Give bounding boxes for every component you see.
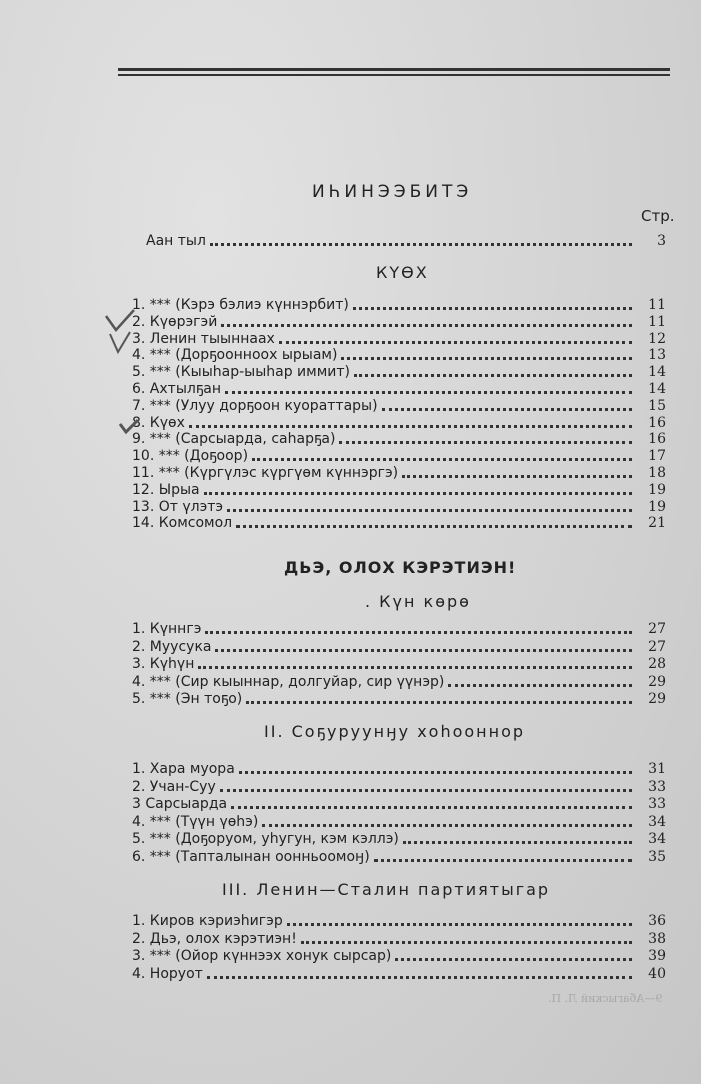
entry-label: 2. Дьэ, олох кэрэтиэн! [132, 930, 297, 947]
entry-page: 34 [648, 831, 666, 847]
toc-kun-kere-entry[interactable] [132, 638, 666, 655]
entry-page: 16 [648, 431, 666, 448]
toc-kuoh-entry[interactable] [132, 346, 666, 363]
entry-page: 33 [648, 796, 666, 812]
entry-page: 21 [648, 515, 666, 532]
leader-dots [236, 525, 632, 528]
toc-lenin-stalin-entry[interactable] [132, 912, 666, 929]
leader-dots [198, 666, 632, 669]
toc-kun-kere-entry[interactable] [132, 673, 666, 690]
toc-kuoh-entry[interactable] [132, 397, 666, 414]
entry-label: 4. *** (Дорҕоонноох ырыам) [132, 347, 338, 364]
leader-dots [227, 509, 632, 512]
leader-dots [262, 824, 632, 827]
entry-page: 36 [648, 913, 666, 929]
toc-kun-kere-entry[interactable] [132, 690, 666, 707]
entry-page: 29 [648, 691, 666, 707]
entry-label: 3. Ленин тыыннаах [132, 330, 275, 347]
entry-label: 1. Киров кэриэһигэр [132, 913, 283, 929]
toc-kuoh-entry[interactable] [132, 296, 666, 313]
leader-dots [341, 357, 632, 360]
leader-dots [301, 941, 632, 944]
entry-label: 2. Күөрэгэй [132, 313, 218, 330]
entry-page: 29 [648, 673, 666, 690]
toc-kun-kere-entry[interactable] [132, 655, 666, 672]
pencil-checkmark-icon [104, 306, 144, 356]
entry-page: 17 [648, 448, 666, 465]
entry-label: 1. *** (Кэрэ бэлиэ күннэрбит) [132, 297, 349, 313]
entry-label: 14. Комсомол [132, 515, 233, 532]
entry-page: 11 [648, 297, 666, 313]
leader-dots [210, 243, 632, 246]
entry-label: 3 Сарсыарда [132, 796, 228, 812]
leader-dots [402, 475, 632, 478]
entry-label: 7. *** (Улуу дорҕоон куораттары) [132, 397, 378, 414]
entry-label: 8. Күөх [132, 414, 185, 431]
entry-label: 4. Норуот [132, 965, 203, 982]
entry-label: 11. *** (Күргүлэс күргүөм күннэргэ) [132, 465, 399, 481]
leader-dots [207, 976, 632, 979]
toc-kuoh-entry[interactable] [132, 330, 666, 347]
entry-label: 4. *** (Сир кыыннар, долгуйар, сир үүнэр) [132, 673, 445, 690]
leader-dots [353, 307, 632, 310]
subsection-heading-kun-kere: . Күн көрө [365, 592, 471, 611]
entry-page: 27 [648, 621, 666, 637]
entry-page: 3 [657, 233, 666, 249]
leader-dots [382, 408, 632, 411]
toc-kuoh-entry[interactable] [132, 414, 666, 431]
toc-soguruungu-entry[interactable] [132, 830, 666, 847]
entry-label: 2. Учан-Суу [132, 778, 216, 795]
entry-label: 13. От үлэтэ [132, 498, 224, 515]
entry-page: 15 [648, 397, 666, 414]
toc-soguruungu-entry[interactable] [132, 813, 666, 830]
entry-page: 14 [648, 364, 666, 381]
entry-label: 1. Күннгэ [132, 621, 202, 637]
entry-page: 16 [648, 414, 666, 431]
entry-page: 33 [648, 778, 666, 795]
entry-page: 19 [648, 498, 666, 515]
entry-page: 27 [648, 638, 666, 655]
entry-label: 1. Хара муора [132, 761, 235, 777]
entry-label: 5. *** (Эн тоҕо) [132, 691, 243, 707]
leader-dots [448, 684, 632, 687]
toc-soguruungu-entry[interactable] [132, 760, 666, 777]
leader-dots [220, 789, 632, 792]
leader-dots [339, 441, 632, 444]
entry-page: 38 [648, 930, 666, 947]
entry-page: 35 [648, 848, 666, 865]
toc-kuoh-entry[interactable] [132, 447, 666, 464]
leader-dots [395, 958, 632, 961]
leader-dots [221, 324, 632, 327]
entry-label: 10. *** (Доҕоор) [132, 448, 249, 465]
entry-label: 3. Күһүн [132, 656, 195, 672]
entry-page: 40 [648, 965, 666, 982]
subsection-heading-lenin-stalin: III. Ленин—Сталин партиятыгар [222, 880, 551, 899]
toc-kuoh-entry[interactable] [132, 363, 666, 380]
entry-label: 5. *** (Кыыһар-ыыһар иммит) [132, 364, 350, 381]
entry-label: 6. Ахтылҕан [132, 381, 221, 397]
toc-kuoh-entry[interactable] [132, 313, 666, 330]
leader-dots [231, 806, 632, 809]
entry-page: 12 [648, 330, 666, 347]
leader-dots [239, 771, 632, 774]
toc-kuoh-entry[interactable] [132, 464, 666, 481]
toc-lenin-stalin-entry[interactable] [132, 930, 666, 947]
leader-dots [374, 859, 632, 862]
entry-page: 34 [648, 813, 666, 830]
toc-kun-kere-entry[interactable] [132, 620, 666, 637]
toc-kuoh-entry[interactable] [132, 430, 666, 447]
toc-entry-intro[interactable] [146, 232, 666, 249]
entry-page: 28 [648, 656, 666, 672]
toc-kuoh-entry[interactable] [132, 481, 666, 498]
leader-dots [205, 631, 632, 634]
leader-dots [189, 425, 632, 428]
entry-page: 39 [648, 948, 666, 964]
entry-page: 13 [648, 347, 666, 364]
entry-page: 31 [648, 761, 666, 777]
leader-dots [215, 649, 632, 652]
entry-page: 19 [648, 481, 666, 498]
toc-soguruungu-entry[interactable] [132, 778, 666, 795]
top-rule-thin [118, 74, 670, 76]
section-heading-kuoh: КҮӨХ [376, 263, 429, 282]
top-rule [118, 68, 670, 71]
entry-label: 5. *** (Доҕоруом, уһугун, кэм кэллэ) [132, 831, 399, 847]
entry-page: 14 [648, 381, 666, 397]
toc-soguruungu-entry[interactable] [132, 848, 666, 865]
toc-soguruungu-entry[interactable] [132, 795, 666, 812]
entry-label: 12. Ырыа [132, 481, 200, 498]
leader-dots [403, 841, 632, 844]
leader-dots [246, 701, 632, 704]
leader-dots [279, 341, 632, 344]
entry-label: 4. *** (Түүн үөһэ) [132, 813, 259, 830]
toc-lenin-stalin-entry[interactable] [132, 965, 666, 982]
toc-kuoh-entry[interactable] [132, 514, 666, 531]
pencil-checkmark-icon [118, 418, 142, 436]
toc-kuoh-entry[interactable] [132, 498, 666, 515]
entry-label: 9. *** (Сарсыарда, саһарҕа) [132, 431, 336, 448]
leader-dots [204, 492, 632, 495]
toc-lenin-stalin-entry[interactable] [132, 947, 666, 964]
entry-label: 6. *** (Тапталынан оонньоомоӈ) [132, 848, 370, 865]
section-heading-dye-olokh: ДЬЭ, ОЛОХ КЭРЭТИЭН! [284, 558, 517, 577]
entry-label: 2. Муусука [132, 638, 212, 655]
entry-page: 11 [648, 313, 666, 330]
subsection-heading-soguruungu: II. Соҕуруунӈу хоһооннор [264, 722, 526, 741]
toc-kuoh-entry[interactable] [132, 380, 666, 397]
leader-dots [287, 923, 632, 926]
leader-dots [354, 374, 632, 377]
library-stamp: 9—Абагыский Л. П. [548, 992, 663, 1005]
leader-dots [225, 391, 632, 394]
page-title: ИҺИНЭЭБИТЭ [312, 182, 473, 202]
page-column-label: Стр. [641, 207, 675, 225]
entry-label: Аан тыл [146, 233, 206, 249]
entry-page: 18 [648, 465, 666, 481]
leader-dots [252, 458, 632, 461]
entry-label: 3. *** (Ойор күннээх хонук сырсар) [132, 948, 392, 964]
